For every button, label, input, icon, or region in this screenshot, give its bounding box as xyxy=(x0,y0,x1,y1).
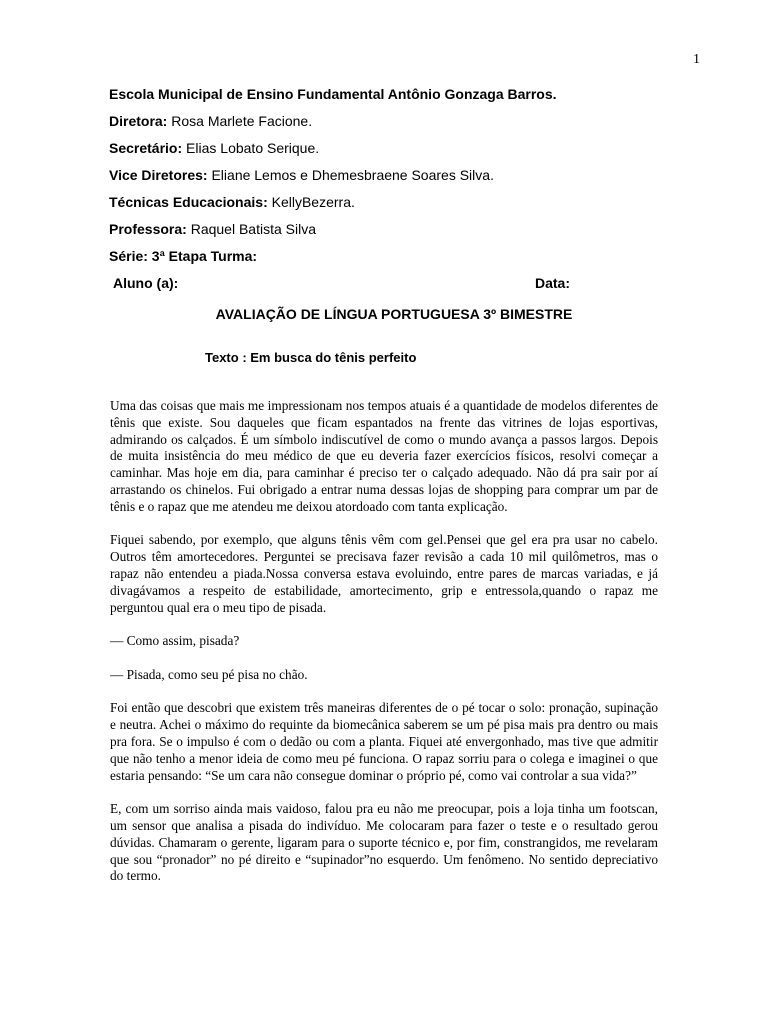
vice-directors-line xyxy=(109,165,669,192)
exam-title: AVALIAÇÃO DE LÍNGUA PORTUGUESA 3º BIMESTRE xyxy=(215,306,573,322)
secretary-label: Secretário: xyxy=(109,140,183,156)
page-number: 1 xyxy=(693,52,700,67)
director-value: Rosa Marlete Facione. xyxy=(167,113,313,129)
educational-techs-line xyxy=(109,192,669,219)
director-line xyxy=(109,111,669,138)
paragraph: Foi então que descobri que existem três maneiras diferentes de o pé tocar o solo: pronação, supinação e neutra. Achei o máximo do requinte da biomecânica saberem se um pé pisa mais pra dentro ou mais pra fora. Se o impulso é com o dedão ou com a planta. Fiquei até envergonhado, mas tive que admitir que não tenho a menor ideia de como meu pé funciona. O rapaz sorriu para o colega e imaginei o que estaria pensando: “Se um cara não consegue dominar o próprio pé, como vai controlar a sua vida?” xyxy=(110,700,658,783)
school-name: Escola Municipal de Ensino Fundamental Antônio Gonzaga Barros. xyxy=(109,86,557,102)
vice-directors-label: Vice Diretores: xyxy=(109,167,208,183)
student-line xyxy=(109,273,669,300)
paragraph: E, com um sorriso ainda mais vaidoso, falou pra eu não me preocupar, pois a loja tinha um footscan, um sensor que analisa a pisada do indivíduo. Me colocaram para fazer o teste e o resultado gerou dúvidas. Chamaram o gerente, ligaram para o suporte técnico e, por fim, constrangidos, me revelaram que sou “pronador” no pé direito e “supinador”no esquerdo. Um fenômeno. No sentido depreciativo do termo. xyxy=(110,801,658,884)
dialogue-line: — Como assim, pisada? xyxy=(110,633,240,649)
paragraph: Uma das coisas que mais me impressionam nos tempos atuais é a quantidade de modelos diferentes de tênis que existe. Sou daqueles que ficam espantados na frente das vitrines de lojas esportivas, admirando os calçados. É um símbolo indiscutível de como o mundo avança a passos largos. Depois de muita insistência do meu médico de que eu deveria fazer exercícios físicos, resolvi começar a caminhar. Mas hoje em dia, para caminhar é preciso ter o calçado adequado. Não dá pra sair por aí arrastando os chinelos. Fui obrigado a entrar numa dessas lojas de shopping para comprar um par de tênis e o rapaz que me atendeu me deixou atordoado com tanta explicação. xyxy=(110,398,658,514)
secretary-value: Elias Lobato Serique. xyxy=(182,140,320,156)
teacher-label: Professora: xyxy=(109,221,187,237)
dialogue-line: — Pisada, como seu pé pisa no chão. xyxy=(110,666,308,682)
educational-techs-value: KellyBezerra. xyxy=(267,194,355,210)
date-label: Data: xyxy=(535,275,571,291)
reading-text xyxy=(110,398,658,902)
student-label: Aluno (a): xyxy=(113,275,179,291)
paragraph: Fiquei sabendo, por exemplo, que alguns tênis vêm com gel.Pensei que gel era pra usar no cabelo. Outros têm amortecedores. Perguntei se precisava fazer revisão a cada 10 mil quilômetros, mas o rapaz não entendeu a piada.Nossa conversa estava evoluindo, entre pares de marcas variadas, e já divagávamos a respeito de estabilidade, amortecimento, grip e entressola,quando o rapaz me perguntou qual era o meu tipo de pisada. xyxy=(110,532,658,615)
educational-techs-label: Técnicas Educacionais: xyxy=(109,194,268,210)
teacher-value: Raquel Batista Silva xyxy=(186,221,316,237)
grade-line: Série: 3ª Etapa Turma: xyxy=(109,248,258,264)
exam-header xyxy=(109,84,669,300)
director-label: Diretora: xyxy=(109,113,168,129)
vice-directors-value: Eliane Lemos e Dhemesbraene Soares Silva. xyxy=(207,167,494,183)
teacher-line xyxy=(109,219,669,246)
secretary-line xyxy=(109,138,669,165)
text-title: Texto : Em busca do tênis perfeito xyxy=(205,350,417,365)
